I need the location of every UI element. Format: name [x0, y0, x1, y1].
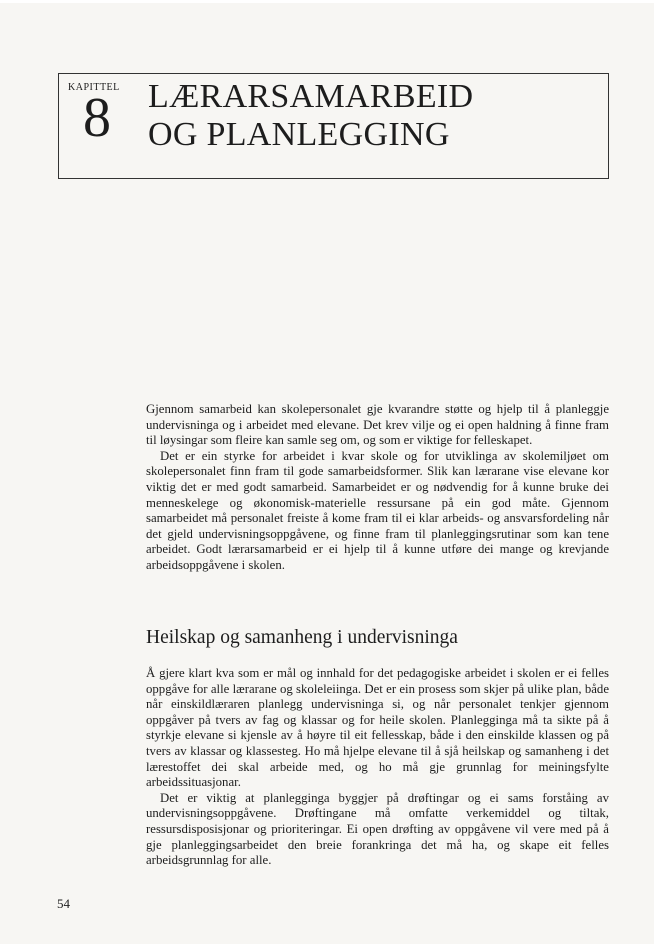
chapter-title: [148, 78, 473, 154]
chapter-label: KAPITTEL: [68, 82, 120, 93]
chapter-header-box: [58, 73, 609, 179]
section-body: [146, 666, 609, 869]
intro-text: [146, 402, 609, 574]
section-heading: Heilskap og samanheng i undervisninga: [146, 627, 458, 648]
intro-paragraph-1: Gjennom samarbeid kan skolepersonalet gje kvarandre støtte og hjelp til å planleggje undervisninga og i arbeidet med elevane. Det krev vilje og ei open haldning å finne fram til løysingar som fleire kan samle seg om, og som er viktige for felleskapet.: [146, 402, 609, 448]
chapter-title-line-1: LÆRARSAMARBEID: [148, 78, 474, 115]
page-top-edge: [0, 0, 654, 3]
section-paragraph-1: Å gjere klart kva som er mål og innhald for det pedagogiske arbeidet i skolen er ei felles oppgåve for alle lærarane og skoleleiinga. Det er ein prosess som skjer på ulike plan, både når einskildlæraren planlegg undervisninga si, og når personalet tenkjer gjennom oppgåver på tvers av fag og klassar og for heile skolen. Planlegginga må ta sikte på å styrkje elevane si kjensle av å høyre til eit fellesskap, både i den einskilde klassen og på tvers av klassar og klassesteg. Ho må hjelpe elevane til å sjå heilskap og samanheng i det lærestoffet dei skal arbeide med, og ho må gje grunnlag for meiningsfylte arbeidssituasjonar.: [146, 666, 609, 790]
chapter-number: 8: [83, 87, 111, 149]
page-number: 54: [57, 896, 70, 911]
intro-paragraph-2: Det er ein styrke for arbeidet i kvar skole og for utviklinga av skolemiljøet om skolepersonalet finn fram til gode samarbeidsformer. Slik kan lærarane vise elevane kor viktig det er med godt samarbeid. Samarbeidet er og nødvendig for å kunne bruke dei menneskelege og økonomisk-materielle ressursane på ein god måte. Gjennom samarbeidet må personalet freiste å kome fram til ei klar arbeids- og ansvarsfordeling når det gjeld undervisningsoppgåvene, og finne fram til planleggingsrutinar som kan tene arbeidet. Godt lærarsamarbeid er ei hjelp til å kunne utføre dei mange og krevjande arbeidsoppgåvene i skolen.: [146, 448, 609, 572]
chapter-title-line-2: OG PLANLEGGING: [148, 116, 450, 153]
section-paragraph-2: Det er viktig at planlegginga byggjer på drøftingar og ei sams forståing av undervisningsoppgåvene. Drøftingane må omfatte verkemiddel og tiltak, ressursdisposisjonar og prioriteringar. Ei open drøfting av oppgåvene vil vere med på å gje planleggingsarbeidet den breie forankringa det må ha, og skape eit felles arbeidsgrunnlag for alle.: [146, 790, 609, 868]
